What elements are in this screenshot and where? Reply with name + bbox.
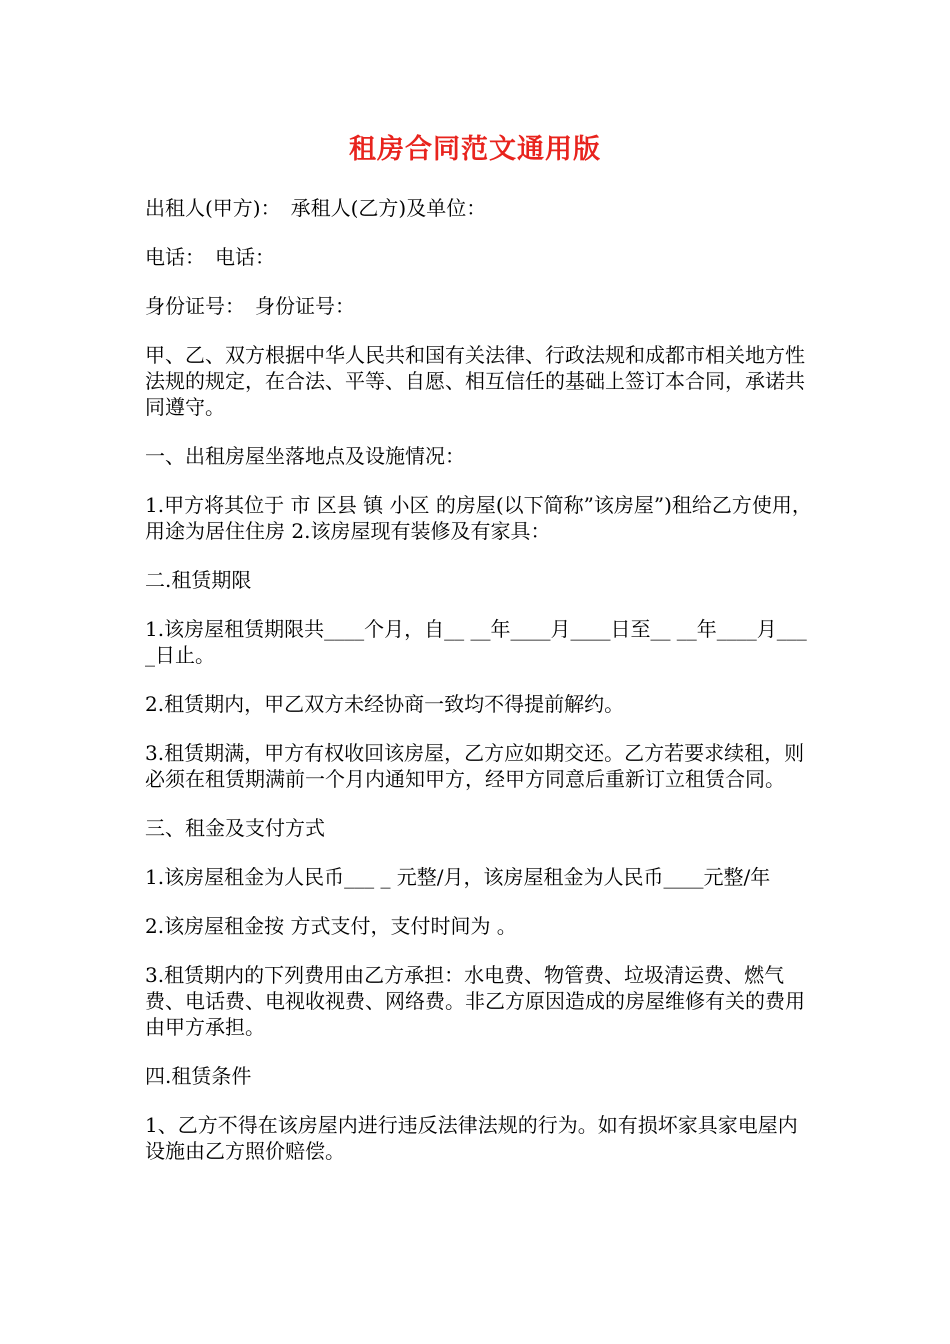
paragraph-3-3: 3.租赁期内的下列费用由乙方承担：水电费、物管费、垃圾清运费、燃气费、电话费、电视收视费、网络费。非乙方原因造成的房屋维修有关的费用由甲方承担。 — [145, 963, 805, 1039]
section-heading-1: 一、出租房屋坐落地点及设施情况： — [145, 444, 465, 468]
paragraph-1-1: 1.甲方将其位于 市 区县 镇 小区 的房屋(以下简称”该房屋”)租给乙方使用，用途为居住住房 2.该房屋现有装修及有家具： — [145, 493, 812, 543]
paragraph-4-1: 1、乙方不得在该房屋内进行违反法律法规的行为。如有损坏家具家电屋内设施由乙方照价赔偿。 — [145, 1113, 798, 1163]
paragraph-preamble: 甲、乙、双方根据中华人民共和国有关法律、行政法规和成都市相关地方性法规的规定，在合法、平等、自愿、相互信任的基础上签订本合同，承诺共同遵守。 — [145, 343, 805, 419]
paragraph-2-2: 2.租赁期内，甲乙双方未经协商一致均不得提前解约。 — [145, 692, 625, 716]
paragraph-3-2: 2.该房屋租金按 方式支付，支付时间为 。 — [145, 914, 517, 938]
section-heading-2: 二.租赁期限 — [145, 568, 252, 592]
paragraph-id-number: 身份证号： 身份证号： — [145, 294, 355, 318]
paragraph-2-1: 1.该房屋租赁期限共____个月，自__ __年____月____日至__ __年____月____日止。 — [145, 617, 807, 667]
paragraph-2-3: 3.租赁期满，甲方有权收回该房屋，乙方应如期交还。乙方若要求续租，则必须在租赁期满前一个月内通知甲方，经甲方同意后重新订立租赁合同。 — [145, 741, 805, 791]
document-body — [145, 195, 815, 1187]
document-title: 租房合同范文通用版 — [349, 134, 601, 165]
paragraph-parties: 出租人(甲方)： 承租人(乙方)及单位： — [145, 196, 487, 220]
section-heading-3: 三、租金及支付方式 — [145, 816, 325, 840]
section-heading-4: 四.租赁条件 — [145, 1064, 252, 1088]
paragraph-3-1: 1.该房屋租金为人民币___ _ 元整/月，该房屋租金为人民币____元整/年 — [145, 865, 771, 889]
paragraph-phone: 电话： 电话： — [145, 245, 275, 269]
